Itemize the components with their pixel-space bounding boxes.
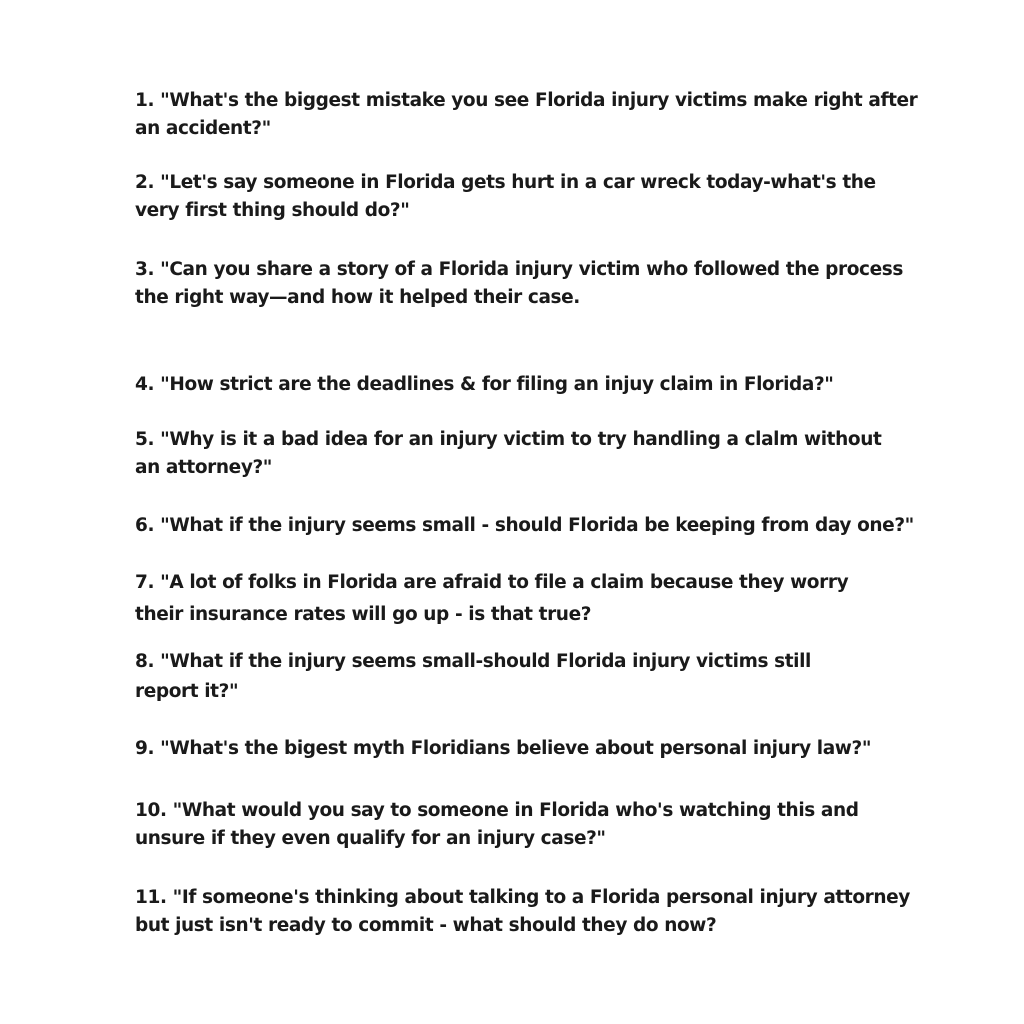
question-line: but just isn't ready to commit - what should they do now?: [135, 915, 717, 936]
question-line: 4. "How strict are the deadlines & for filing an injuy claim in Florida?": [135, 374, 834, 395]
question-line: 2. "Let's say someone in Florida gets hurt in a car wreck today-what's the: [135, 172, 876, 193]
question-line: 3. "Can you share a story of a Florida injury victim who followed the process: [135, 259, 903, 280]
question-line: 10. "What would you say to someone in Florida who's watching this and: [135, 800, 859, 821]
question-7: [135, 567, 915, 631]
question-line: their insurance rates will go up - is that true?: [135, 604, 592, 625]
question-line: unsure if they even qualify for an injury case?": [135, 828, 606, 849]
question-line: very first thing should do?": [135, 200, 410, 221]
question-8: [135, 647, 915, 707]
question-line: 8. "What if the injury seems small-should Florida injury victims still: [135, 651, 811, 672]
question-9: [135, 735, 915, 763]
question-line: 6. "What if the injury seems small - should Florida be keeping from day one?": [135, 515, 914, 536]
question-line: the right way—and how it helped their case.: [135, 287, 580, 308]
question-4: [135, 371, 915, 399]
question-6: [135, 512, 915, 540]
question-5: [135, 426, 915, 482]
question-line: 1. "What's the biggest mistake you see Florida injury victims make right after: [135, 90, 918, 111]
question-line: 11. "If someone's thinking about talking to a Florida personal injury attorney: [135, 887, 910, 908]
question-line: report it?": [135, 681, 239, 702]
question-11: [135, 884, 915, 940]
question-line: 9. "What's the bigest myth Floridians believe about personal injury law?": [135, 738, 872, 759]
question-line: 7. "A lot of folks in Florida are afraid to file a claim because they worry: [135, 572, 849, 593]
question-10: [135, 797, 915, 853]
question-3: [135, 256, 915, 312]
question-line: 5. "Why is it a bad idea for an injury victim to try handling a clalm without: [135, 429, 882, 450]
question-1: [135, 87, 918, 143]
question-2: [135, 169, 915, 225]
question-line: an attorney?": [135, 457, 273, 478]
question-line: an accident?": [135, 118, 271, 139]
